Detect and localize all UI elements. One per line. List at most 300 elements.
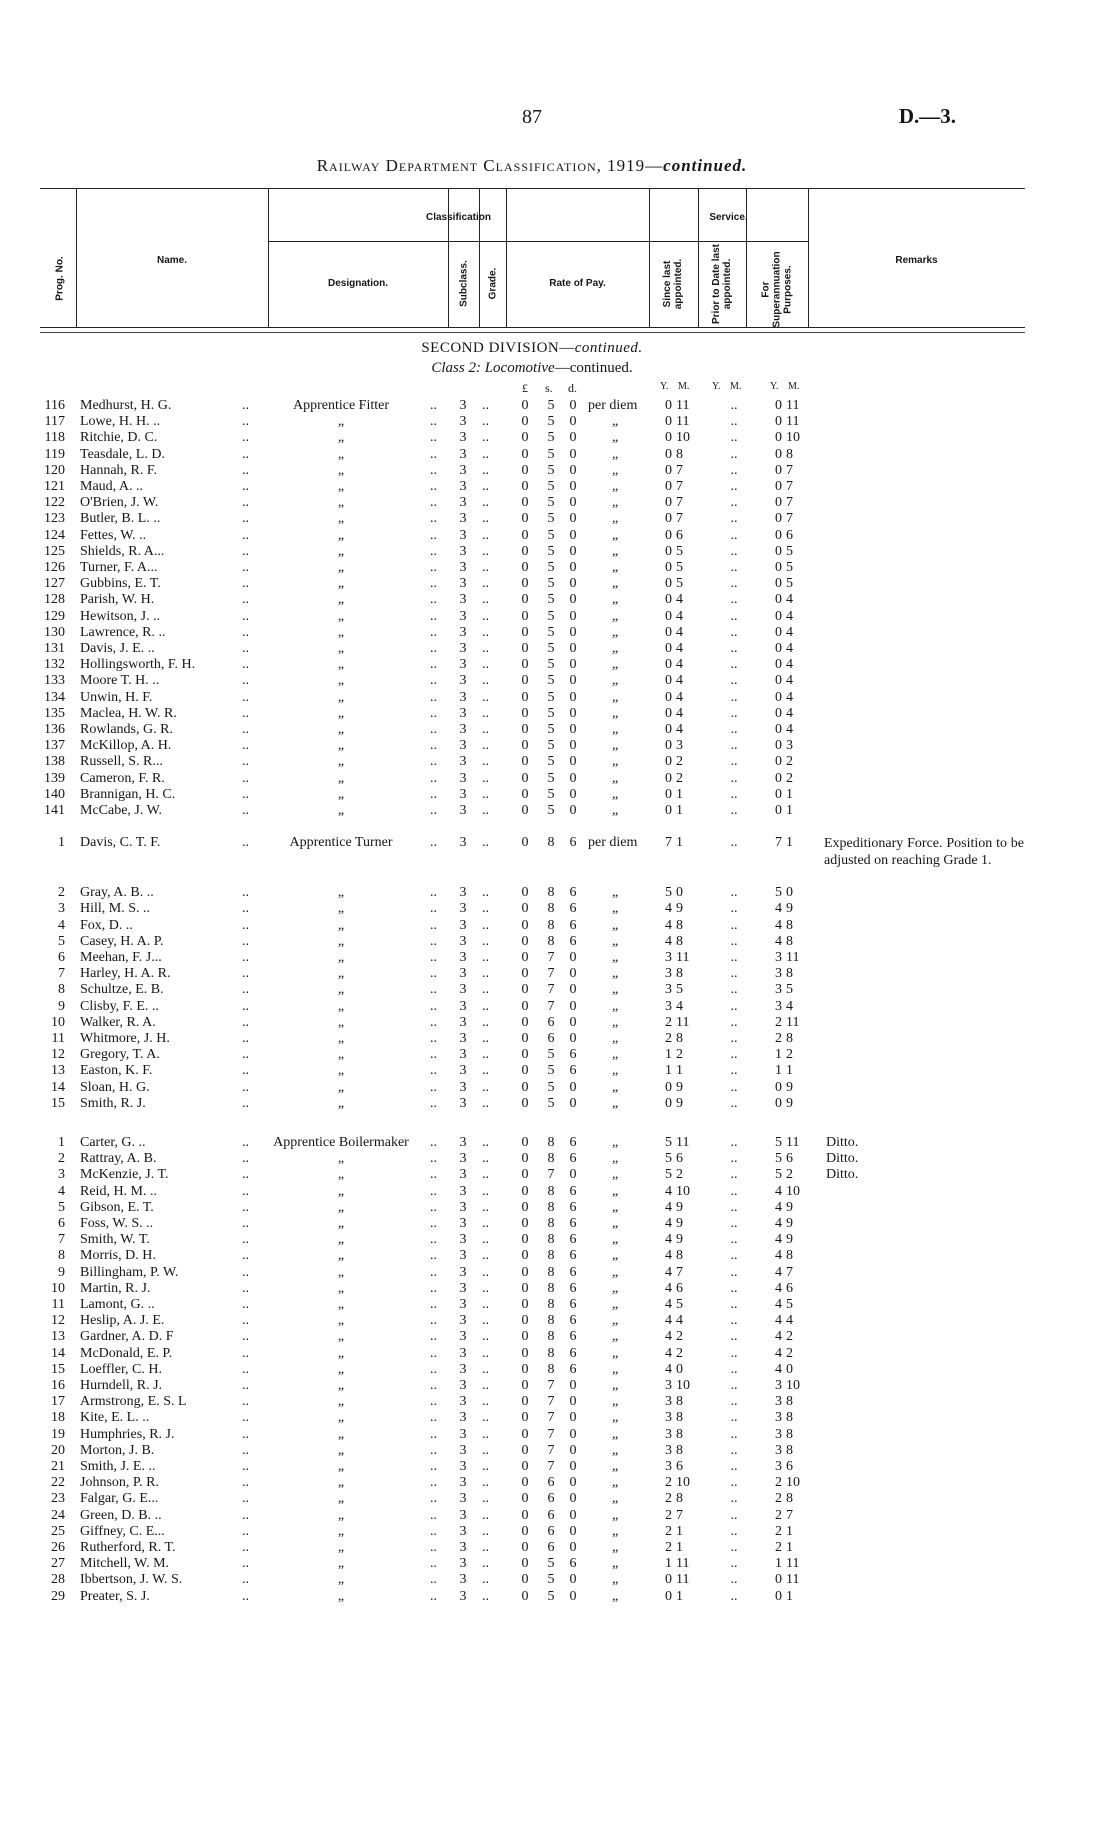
cell-subclass: 3	[459, 835, 467, 850]
leader-dots: ..	[430, 885, 437, 901]
header-name: Name.	[156, 255, 187, 266]
cell-since-years: 4	[665, 933, 672, 949]
leader-dots: ..	[482, 1264, 489, 1280]
cell-since-years: 0	[665, 689, 672, 705]
cell-rate-unit: „	[612, 1507, 619, 1523]
cell-designation: „	[337, 1329, 345, 1345]
cell-since-months: 4	[676, 592, 683, 608]
cell-pence: 0	[569, 1426, 577, 1442]
cell-rate-unit: „	[612, 462, 619, 478]
cell-pence: 6	[569, 1047, 577, 1063]
cell-since-months: 4	[676, 657, 683, 673]
cell-pence: 0	[569, 495, 577, 511]
cell-since-months: 8	[676, 446, 683, 462]
cell-designation: „	[337, 1297, 345, 1312]
cell-super-months: 8	[786, 446, 793, 462]
cell-subclass: 3	[459, 543, 467, 559]
cell-since-months: 11	[676, 1556, 690, 1572]
cell-pence: 0	[569, 1459, 577, 1474]
leader-dots: ..	[430, 1079, 437, 1095]
cell-subclass: 3	[459, 689, 467, 705]
cell-rate-unit: „	[612, 885, 619, 901]
cell-super-years: 5	[775, 1167, 782, 1183]
cell-super-months: 4	[786, 998, 793, 1014]
cell-designation: „	[337, 1345, 345, 1361]
cell-pence: 0	[569, 1394, 577, 1410]
cell-shillings: 5	[547, 624, 555, 640]
cell-subclass: 3	[459, 1394, 467, 1410]
cell-pounds: 0	[521, 1345, 529, 1361]
cell-designation: „	[337, 738, 345, 754]
cell-pounds: 0	[521, 479, 529, 494]
cell-super-years: 5	[775, 885, 782, 901]
leader-dots: ..	[482, 1540, 489, 1555]
cell-shillings: 5	[547, 495, 555, 511]
cell-subclass: 3	[459, 1410, 467, 1426]
cell-designation: „	[337, 1313, 345, 1329]
cell-prior: ..	[730, 1491, 738, 1507]
cell-designation: „	[337, 1183, 345, 1199]
cell-name: Green, D. B. ..	[80, 1507, 162, 1523]
cell-pounds: 0	[521, 1216, 529, 1231]
cell-rate-unit: „	[612, 1183, 619, 1199]
cell-shillings: 5	[547, 770, 555, 786]
division-heading	[0, 340, 1064, 357]
cell-pence: 0	[569, 1410, 577, 1426]
cell-rate-unit: „	[612, 641, 619, 656]
cell-pence: 0	[569, 722, 577, 737]
cell-since-months: 10	[676, 1378, 690, 1393]
cell-shillings: 6	[547, 1475, 555, 1491]
leader-dots: ..	[430, 1014, 437, 1030]
cell-since-years: 3	[665, 1442, 672, 1458]
cell-pence: 6	[569, 1232, 577, 1248]
leader-dots: ..	[430, 511, 437, 527]
cell-prior: ..	[730, 641, 738, 656]
cell-pence: 0	[569, 803, 577, 818]
leader-dots: ..	[430, 673, 437, 689]
cell-pence: 0	[569, 1014, 577, 1030]
cell-name: Casey, H. A. P.	[80, 933, 164, 949]
cell-prog-no: 8	[58, 982, 65, 998]
cell-super-years: 0	[775, 398, 782, 413]
cell-super-years: 0	[775, 1588, 782, 1604]
cell-since-years: 1	[665, 1556, 672, 1572]
cell-super-months: 8	[786, 917, 793, 933]
cell-pence: 0	[569, 479, 577, 494]
cell-prog-no: 3	[58, 1167, 65, 1183]
cell-name: Rattray, A. B.	[80, 1151, 157, 1167]
cell-super-years: 0	[775, 527, 782, 543]
cell-remarks: Ditto.	[826, 1151, 859, 1167]
cell-subclass: 3	[459, 1151, 467, 1167]
cell-designation: „	[337, 1280, 345, 1296]
cell-prior: ..	[730, 722, 738, 737]
cell-since-years: 0	[665, 511, 672, 527]
leader-dots: ..	[482, 1151, 489, 1167]
cell-name: Teasdale, L. D.	[80, 446, 165, 462]
table-row	[0, 1589, 1114, 1606]
cell-subclass: 3	[459, 527, 467, 543]
cell-shillings: 8	[547, 1280, 555, 1296]
cell-prior: ..	[730, 527, 738, 543]
cell-since-months: 9	[676, 1095, 683, 1111]
leader-dots: ..	[242, 657, 249, 673]
cell-super-months: 9	[786, 1232, 793, 1248]
cell-super-months: 11	[786, 950, 800, 965]
cell-since-months: 1	[676, 786, 683, 802]
cell-since-years: 0	[665, 560, 672, 575]
table-row	[0, 1015, 1114, 1032]
leader-dots: ..	[482, 511, 489, 527]
cell-designation: „	[337, 1556, 345, 1572]
cell-super-months: 0	[786, 885, 793, 901]
leader-dots: ..	[242, 1151, 249, 1167]
leader-dots: ..	[242, 1014, 249, 1030]
cell-prior: ..	[730, 479, 738, 494]
leader-dots: ..	[242, 511, 249, 527]
cell-name: Sloan, H. G.	[80, 1079, 150, 1095]
leader-dots: ..	[482, 1361, 489, 1377]
leader-dots: ..	[430, 1426, 437, 1442]
cell-since-years: 0	[665, 479, 672, 494]
cell-prior: ..	[730, 1079, 738, 1095]
cell-super-years: 0	[775, 446, 782, 462]
cell-name: Russell, S. R...	[80, 754, 163, 770]
cell-shillings: 5	[547, 430, 555, 446]
cell-prior: ..	[730, 982, 738, 998]
cell-super-years: 4	[775, 917, 782, 933]
cell-name: Morton, J. B.	[80, 1442, 155, 1458]
cell-super-years: 3	[775, 1426, 782, 1442]
leader-dots: ..	[430, 966, 437, 982]
cell-prog-no: 120	[44, 462, 65, 478]
cell-prog-no: 129	[44, 608, 65, 624]
cell-super-years: 3	[775, 998, 782, 1014]
cell-pence: 0	[569, 950, 577, 965]
leader-dots: ..	[482, 641, 489, 656]
cell-since-months: 2	[676, 770, 683, 786]
leader-dots: ..	[242, 1556, 249, 1572]
cell-name: Gardner, A. D. F	[80, 1329, 174, 1345]
cell-rate-unit: „	[612, 1572, 619, 1588]
cell-name: Medhurst, H. G.	[80, 398, 172, 413]
cell-since-months: 11	[676, 414, 690, 430]
cell-designation: „	[337, 885, 345, 901]
cell-since-years: 0	[665, 430, 672, 446]
table-row	[0, 690, 1114, 707]
cell-since-years: 0	[665, 608, 672, 624]
table-row	[0, 398, 1114, 415]
table-row	[0, 447, 1114, 464]
table-row	[0, 609, 1114, 626]
cell-prior: ..	[730, 1556, 738, 1572]
cell-prior: ..	[730, 966, 738, 982]
cell-name: Foss, W. S. ..	[80, 1216, 154, 1231]
cell-super-months: 8	[786, 1426, 793, 1442]
cell-designation: „	[337, 414, 345, 430]
cell-pounds: 0	[521, 722, 529, 737]
cell-prior: ..	[730, 1459, 738, 1474]
cell-prog-no: 141	[44, 803, 65, 818]
cell-super-years: 2	[775, 1523, 782, 1539]
cell-prog-no: 130	[44, 624, 65, 640]
leader-dots: ..	[430, 1167, 437, 1183]
cell-designation: „	[337, 1459, 345, 1474]
cell-super-months: 1	[786, 1588, 793, 1604]
cell-rate-unit: „	[612, 1459, 619, 1474]
cell-rate-unit: „	[612, 1199, 619, 1215]
leader-dots: ..	[430, 576, 437, 592]
cell-prior: ..	[730, 1167, 738, 1183]
table-row	[0, 1281, 1114, 1298]
leader-dots: ..	[430, 592, 437, 608]
table-row	[0, 1313, 1114, 1330]
cell-since-months: 5	[676, 543, 683, 559]
cell-subclass: 3	[459, 1183, 467, 1199]
cell-subclass: 3	[459, 560, 467, 575]
cell-prog-no: 121	[44, 479, 65, 494]
cell-pence: 6	[569, 1248, 577, 1264]
leader-dots: ..	[242, 527, 249, 543]
cell-name: Carter, G. ..	[80, 1135, 146, 1150]
cell-super-months: 7	[786, 1507, 793, 1523]
cell-pounds: 0	[521, 738, 529, 754]
leader-dots: ..	[430, 1394, 437, 1410]
cell-name: Humphries, R. J.	[80, 1426, 175, 1442]
cell-prog-no: 11	[51, 1031, 65, 1046]
cell-prior: ..	[730, 950, 738, 965]
leader-dots: ..	[430, 1442, 437, 1458]
cell-prior: ..	[730, 560, 738, 575]
leader-dots: ..	[242, 560, 249, 575]
title-italic: continued.	[663, 156, 748, 175]
cell-super-years: 0	[775, 1079, 782, 1095]
cell-since-months: 8	[676, 1248, 683, 1264]
table-row	[0, 673, 1114, 690]
cell-shillings: 5	[547, 738, 555, 754]
cell-since-months: 9	[676, 1232, 683, 1248]
leader-dots: ..	[482, 1199, 489, 1215]
cell-designation: „	[337, 1079, 345, 1095]
cell-pence: 0	[569, 1491, 577, 1507]
table-row	[0, 722, 1114, 739]
cell-name: Martin, R. J.	[80, 1280, 151, 1296]
cell-super-years: 1	[775, 1047, 782, 1063]
cell-prior: ..	[730, 1345, 738, 1361]
cell-name: Hewitson, J. ..	[80, 608, 161, 624]
table-row	[0, 1491, 1114, 1508]
cell-shillings: 5	[547, 560, 555, 575]
cell-since-years: 5	[665, 1135, 672, 1150]
cell-rate-unit: „	[612, 1095, 619, 1111]
cell-shillings: 7	[547, 1378, 555, 1393]
cell-prior: ..	[730, 770, 738, 786]
cell-designation: „	[337, 1491, 345, 1507]
cell-super-years: 0	[775, 592, 782, 608]
cell-super-months: 11	[786, 1572, 800, 1588]
cell-shillings: 8	[547, 1329, 555, 1345]
cell-super-months: 8	[786, 1394, 793, 1410]
table-row	[0, 1362, 1114, 1379]
class-suffix: —continued.	[554, 360, 633, 376]
leader-dots: ..	[482, 1329, 489, 1345]
cell-since-months: 11	[676, 398, 690, 413]
unit-pence: d.	[568, 381, 577, 395]
cell-shillings: 5	[547, 657, 555, 673]
cell-shillings: 5	[547, 592, 555, 608]
leader-dots: ..	[482, 1572, 489, 1588]
cell-rate-unit: „	[612, 1329, 619, 1345]
cell-prog-no: 123	[44, 511, 65, 527]
cell-pounds: 0	[521, 705, 529, 721]
cell-pounds: 0	[521, 543, 529, 559]
cell-pounds: 0	[521, 1588, 529, 1604]
cell-rate-unit: „	[612, 1556, 619, 1572]
leader-dots: ..	[430, 1063, 437, 1079]
cell-since-years: 4	[665, 1264, 672, 1280]
cell-super-years: 4	[775, 1313, 782, 1329]
cell-rate-unit: „	[612, 1410, 619, 1426]
cell-since-months: 8	[676, 1394, 683, 1410]
cell-prog-no: 122	[44, 495, 65, 511]
cell-since-years: 0	[665, 446, 672, 462]
leader-dots: ..	[430, 1232, 437, 1248]
leader-dots: ..	[242, 1394, 249, 1410]
cell-prog-no: 20	[51, 1442, 65, 1458]
cell-subclass: 3	[459, 1459, 467, 1474]
cell-prog-no: 2	[58, 1151, 65, 1167]
cell-super-years: 4	[775, 901, 782, 917]
cell-pounds: 0	[521, 608, 529, 624]
cell-designation: „	[337, 430, 345, 446]
cell-rate-unit: „	[612, 738, 619, 754]
cell-pence: 6	[569, 917, 577, 933]
cell-pence: 6	[569, 1361, 577, 1377]
cell-super-years: 0	[775, 543, 782, 559]
cell-prior: ..	[730, 998, 738, 1014]
unit-years-1: Y.	[660, 381, 669, 392]
cell-shillings: 5	[547, 1556, 555, 1572]
cell-shillings: 7	[547, 966, 555, 982]
cell-since-years: 4	[665, 917, 672, 933]
cell-name: Brannigan, H. C.	[80, 786, 176, 802]
cell-since-months: 0	[676, 885, 683, 901]
cell-subclass: 3	[459, 414, 467, 430]
cell-since-years: 4	[665, 1313, 672, 1329]
unit-years-3: Y.	[770, 381, 779, 392]
cell-pence: 0	[569, 414, 577, 430]
cell-name: Harley, H. A. R.	[80, 966, 171, 982]
table-row	[0, 771, 1114, 788]
cell-pence: 0	[569, 511, 577, 527]
leader-dots: ..	[242, 835, 249, 850]
cell-name: Cameron, F. R.	[80, 770, 165, 786]
cell-subclass: 3	[459, 966, 467, 982]
leader-dots: ..	[482, 560, 489, 575]
cell-since-years: 0	[665, 398, 672, 413]
cell-prior: ..	[730, 1183, 738, 1199]
header-classification: Classification	[425, 212, 492, 223]
cell-since-years: 2	[665, 1523, 672, 1539]
cell-pence: 0	[569, 689, 577, 705]
cell-shillings: 8	[547, 885, 555, 901]
cell-name: Schultze, E. B.	[80, 982, 164, 998]
leader-dots: ..	[430, 1183, 437, 1199]
leader-dots: ..	[242, 885, 249, 901]
leader-dots: ..	[482, 624, 489, 640]
leader-dots: ..	[482, 1095, 489, 1111]
cell-since-years: 2	[665, 1014, 672, 1030]
cell-since-years: 0	[665, 414, 672, 430]
cell-super-years: 2	[775, 1475, 782, 1491]
header-service: Service.	[709, 212, 748, 223]
cell-shillings: 5	[547, 414, 555, 430]
table-row	[0, 738, 1114, 755]
cell-since-years: 1	[665, 1063, 672, 1079]
leader-dots: ..	[430, 950, 437, 965]
cell-rate-unit: „	[612, 1442, 619, 1458]
cell-pounds: 0	[521, 1475, 529, 1491]
table-row	[0, 1031, 1114, 1048]
cell-subclass: 3	[459, 982, 467, 998]
cell-since-months: 7	[676, 462, 683, 478]
cell-subclass: 3	[459, 998, 467, 1014]
cell-designation: „	[337, 1014, 345, 1030]
cell-shillings: 5	[547, 689, 555, 705]
cell-pence: 6	[569, 1556, 577, 1572]
cell-rate-unit: „	[612, 527, 619, 543]
cell-super-months: 8	[786, 966, 793, 982]
cell-name: Maclea, H. W. R.	[80, 705, 177, 721]
cell-rate-unit: „	[612, 1523, 619, 1539]
cell-designation: „	[337, 1523, 345, 1539]
unit-months-2: M.	[730, 381, 742, 392]
division-text: SECOND DIVISION—	[421, 340, 575, 356]
cell-designation: „	[337, 1199, 345, 1215]
cell-name: McCabe, J. W.	[80, 803, 163, 818]
cell-rate-unit: „	[612, 1491, 619, 1507]
cell-super-months: 8	[786, 1410, 793, 1426]
cell-pence: 0	[569, 641, 577, 656]
leader-dots: ..	[482, 722, 489, 737]
cell-prior: ..	[730, 1426, 738, 1442]
cell-since-months: 6	[676, 1280, 683, 1296]
cell-subclass: 3	[459, 511, 467, 527]
cell-name: Fox, D. ..	[80, 917, 133, 933]
cell-prior: ..	[730, 446, 738, 462]
cell-rate-unit: „	[612, 917, 619, 933]
header-remarks: Remarks	[895, 255, 938, 266]
cell-subclass: 3	[459, 770, 467, 786]
cell-super-years: 2	[775, 1540, 782, 1555]
cell-super-months: 8	[786, 1442, 793, 1458]
cell-pounds: 0	[521, 1442, 529, 1458]
cell-prior: ..	[730, 414, 738, 430]
cell-prior: ..	[730, 1523, 738, 1539]
cell-name: Lowe, H. H. ..	[80, 414, 161, 430]
leader-dots: ..	[482, 543, 489, 559]
leader-dots: ..	[430, 1280, 437, 1296]
division-italic: continued.	[574, 340, 643, 356]
cell-since-months: 1	[676, 803, 683, 818]
cell-since-months: 4	[676, 722, 683, 737]
cell-since-years: 3	[665, 966, 672, 982]
cell-since-months: 7	[676, 1507, 683, 1523]
leader-dots: ..	[242, 1216, 249, 1231]
cell-pence: 6	[569, 1313, 577, 1329]
cell-subclass: 3	[459, 1588, 467, 1604]
